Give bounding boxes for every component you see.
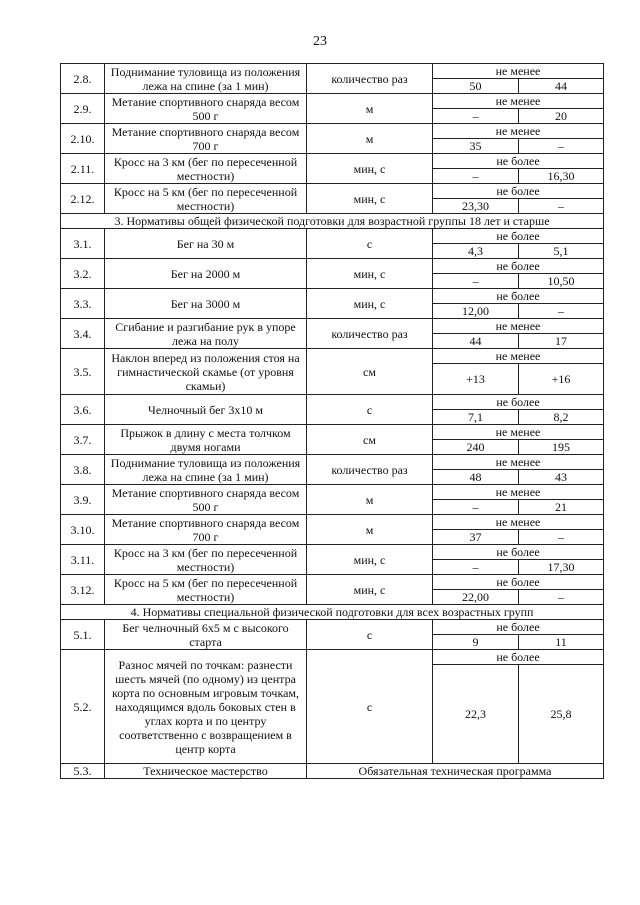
norm-row: [61, 515, 604, 530]
norm-unit: количество раз: [307, 64, 433, 94]
norm-value-1: 37: [433, 530, 519, 545]
norm-value-1: 35: [433, 139, 519, 154]
norm-condition: не более: [433, 620, 604, 635]
norm-name: Кросс на 3 км (бег по пересеченной местности): [105, 545, 307, 575]
norm-condition: не более: [433, 154, 604, 169]
section-header-row: [61, 214, 604, 229]
norm-number: 2.9.: [61, 94, 105, 124]
page-number: 23: [313, 34, 327, 49]
norm-number: 5.2.: [61, 650, 105, 764]
norm-name: Бег челночный 6х5 м с высокого старта: [105, 620, 307, 650]
norm-value-2: 17: [519, 334, 604, 349]
norm-value-2: 8,2: [519, 410, 604, 425]
norm-condition: не менее: [433, 94, 604, 109]
norm-value-2: 21: [519, 500, 604, 515]
norm-value-2: –: [519, 199, 604, 214]
norm-program: Обязательная техническая программа: [307, 764, 604, 779]
norm-unit: мин, с: [307, 545, 433, 575]
norm-value-1: +13: [433, 364, 519, 395]
norm-row: [61, 545, 604, 560]
norm-row: [61, 395, 604, 410]
norm-number: 3.5.: [61, 349, 105, 395]
norm-condition: не менее: [433, 64, 604, 79]
norm-number: 2.8.: [61, 64, 105, 94]
norm-row: [61, 620, 604, 635]
norm-value-1: –: [433, 274, 519, 289]
norm-unit: см: [307, 425, 433, 455]
norm-value-2: 16,30: [519, 169, 604, 184]
norm-unit: количество раз: [307, 319, 433, 349]
norm-value-1: –: [433, 109, 519, 124]
norm-unit: мин, с: [307, 184, 433, 214]
norm-number: 3.12.: [61, 575, 105, 605]
norm-unit: м: [307, 515, 433, 545]
norm-name: Кросс на 5 км (бег по пересеченной местности): [105, 575, 307, 605]
norm-name: Метание спортивного снаряда весом 700 г: [105, 515, 307, 545]
norm-value-2: 20: [519, 109, 604, 124]
norm-row: [61, 154, 604, 169]
norm-unit: мин, с: [307, 289, 433, 319]
norm-value-2: –: [519, 139, 604, 154]
norm-row: [61, 184, 604, 199]
norm-number: 2.12.: [61, 184, 105, 214]
norm-value-1: –: [433, 560, 519, 575]
norm-name: Метание спортивного снаряда весом 500 г: [105, 485, 307, 515]
norm-unit: м: [307, 94, 433, 124]
section-title: 3. Нормативы общей физической подготовки для возрастной группы 18 лет и старше: [61, 214, 604, 229]
norm-unit: мин, с: [307, 154, 433, 184]
norm-name: Разнос мячей по точкам: разнести шесть мячей (по одному) из центра корта по основным игровым точкам, находящимся вдоль боковых стен в углах корта и по центру соответственно с возвращением в центр корта: [105, 650, 307, 764]
norm-name: Бег на 2000 м: [105, 259, 307, 289]
norm-number: 5.3.: [61, 764, 105, 779]
norm-value-1: 22,00: [433, 590, 519, 605]
norm-row: [61, 289, 604, 304]
norms-table-body: [61, 64, 604, 779]
norm-condition: не менее: [433, 349, 604, 364]
norm-name: Поднимание туловища из положения лежа на спине (за 1 мин): [105, 455, 307, 485]
norm-number: 3.1.: [61, 229, 105, 259]
norm-unit: с: [307, 650, 433, 764]
norm-number: 2.10.: [61, 124, 105, 154]
norm-number: 3.3.: [61, 289, 105, 319]
norm-condition: не менее: [433, 425, 604, 440]
norm-name: Наклон вперед из положения стоя на гимнастической скамье (от уровня скамьи): [105, 349, 307, 395]
norm-value-1: 23,30: [433, 199, 519, 214]
norm-number: 3.7.: [61, 425, 105, 455]
norm-condition: не более: [433, 545, 604, 560]
norm-row: [61, 650, 604, 665]
norm-row: [61, 485, 604, 500]
norm-unit: с: [307, 620, 433, 650]
norm-value-2: –: [519, 530, 604, 545]
norm-number: 3.10.: [61, 515, 105, 545]
norm-value-2: –: [519, 590, 604, 605]
norm-row: [61, 455, 604, 470]
norm-row: [61, 349, 604, 364]
norm-value-1: 22,3: [433, 665, 519, 764]
section-title: 4. Нормативы специальной физической подготовки для всех возрастных групп: [61, 605, 604, 620]
norm-name: Прыжок в длину с места толчком двумя ногами: [105, 425, 307, 455]
norm-name: Метание спортивного снаряда весом 700 г: [105, 124, 307, 154]
norm-unit: см: [307, 349, 433, 395]
norm-value-2: 5,1: [519, 244, 604, 259]
norm-row: [61, 64, 604, 79]
norm-value-2: 11: [519, 635, 604, 650]
norm-value-2: +16: [519, 364, 604, 395]
norm-condition: не менее: [433, 319, 604, 334]
section-header-row: [61, 605, 604, 620]
norm-row: [61, 575, 604, 590]
norm-number: 3.9.: [61, 485, 105, 515]
norm-number: 2.11.: [61, 154, 105, 184]
norm-value-1: 48: [433, 470, 519, 485]
norm-name: Сгибание и разгибание рук в упоре лежа на полу: [105, 319, 307, 349]
norm-name: Кросс на 3 км (бег по пересеченной местности): [105, 154, 307, 184]
norm-number: 3.8.: [61, 455, 105, 485]
norm-value-1: 44: [433, 334, 519, 349]
norm-condition: не более: [433, 650, 604, 665]
norm-number: 3.2.: [61, 259, 105, 289]
norm-name: Челночный бег 3х10 м: [105, 395, 307, 425]
norm-unit: м: [307, 124, 433, 154]
norm-name: Поднимание туловища из положения лежа на спине (за 1 мин): [105, 64, 307, 94]
norm-value-2: 25,8: [519, 665, 604, 764]
norm-condition: не более: [433, 289, 604, 304]
norm-value-1: 12,00: [433, 304, 519, 319]
norm-row: [61, 94, 604, 109]
norm-condition: не более: [433, 259, 604, 274]
norm-condition: не менее: [433, 485, 604, 500]
norm-unit: мин, с: [307, 575, 433, 605]
norm-value-1: 50: [433, 79, 519, 94]
norm-name: Кросс на 5 км (бег по пересеченной местности): [105, 184, 307, 214]
norm-unit: с: [307, 395, 433, 425]
norm-condition: не более: [433, 184, 604, 199]
norm-condition: не менее: [433, 515, 604, 530]
norm-number: 3.4.: [61, 319, 105, 349]
norm-unit: количество раз: [307, 455, 433, 485]
norm-row: [61, 259, 604, 274]
norm-value-2: 10,50: [519, 274, 604, 289]
norm-condition: не более: [433, 395, 604, 410]
norm-row: [61, 229, 604, 244]
norm-condition: не менее: [433, 124, 604, 139]
norm-name: Бег на 30 м: [105, 229, 307, 259]
norm-unit: с: [307, 229, 433, 259]
norm-row: [61, 124, 604, 139]
norm-number: 3.6.: [61, 395, 105, 425]
norm-name: Бег на 3000 м: [105, 289, 307, 319]
norms-table: [60, 63, 604, 779]
norm-value-1: 4,3: [433, 244, 519, 259]
norm-value-1: –: [433, 169, 519, 184]
norm-unit: мин, с: [307, 259, 433, 289]
norm-value-1: 9: [433, 635, 519, 650]
norm-value-2: –: [519, 304, 604, 319]
norm-value-2: 44: [519, 79, 604, 94]
norm-condition: не менее: [433, 455, 604, 470]
norm-unit: м: [307, 485, 433, 515]
norm-value-2: 17,30: [519, 560, 604, 575]
norm-number: 5.1.: [61, 620, 105, 650]
norm-number: 3.11.: [61, 545, 105, 575]
norm-name: Метание спортивного снаряда весом 500 г: [105, 94, 307, 124]
norm-value-2: 43: [519, 470, 604, 485]
norm-value-1: 7,1: [433, 410, 519, 425]
norm-value-1: 240: [433, 440, 519, 455]
norm-name: Техническое мастерство: [105, 764, 307, 779]
norm-condition: не более: [433, 575, 604, 590]
norm-condition: не более: [433, 229, 604, 244]
norm-row: [61, 319, 604, 334]
norm-value-1: –: [433, 500, 519, 515]
norm-row: [61, 764, 604, 779]
norm-row: [61, 425, 604, 440]
norm-value-2: 195: [519, 440, 604, 455]
